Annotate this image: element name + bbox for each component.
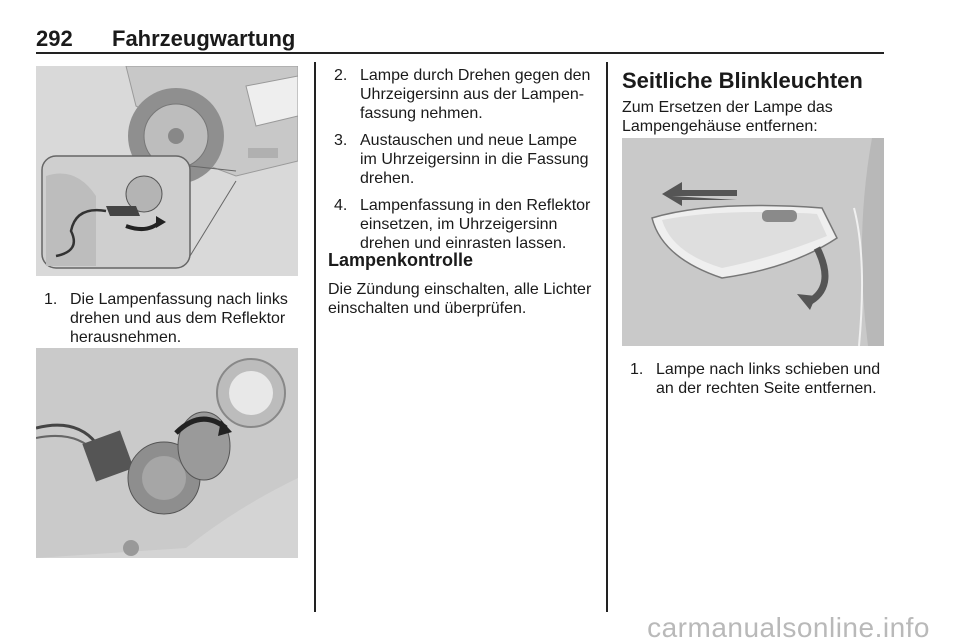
step-number: 3. bbox=[334, 132, 348, 149]
list-item bbox=[334, 66, 596, 123]
step-number: 1. bbox=[44, 291, 58, 308]
lamp-socket-illustration bbox=[36, 348, 298, 558]
header-divider bbox=[36, 52, 884, 54]
step-number: 1. bbox=[630, 361, 644, 378]
list-item bbox=[334, 196, 596, 253]
step-text: Die Lampenfassung nach links drehen und aus dem Reflektor herausnehmen. bbox=[70, 291, 288, 346]
rear-lamp-location-illustration bbox=[36, 66, 298, 276]
chapter-title: Fahrzeugwartung bbox=[112, 26, 296, 51]
step-text: Lampe nach links schieben und an der rechten Seite entfernen. bbox=[656, 361, 881, 397]
step-text: Austauschen und neue Lampe im Uhrzeigersinn in die Fassung drehen. bbox=[360, 132, 589, 187]
page-number: 292 bbox=[36, 26, 73, 51]
steps-middle bbox=[334, 66, 596, 261]
paragraph-lampenkontrolle: Die Zündung einschalten, alle Lichter einschalten und überprüfen. bbox=[328, 281, 592, 317]
intro-paragraph: Zum Ersetzen der Lampe das Lampengehäuse entfernen: bbox=[622, 99, 833, 135]
steps-right bbox=[630, 360, 884, 406]
column-divider-right bbox=[606, 62, 608, 612]
step-number: 4. bbox=[334, 197, 348, 214]
column-divider-left bbox=[314, 62, 316, 612]
section-heading: Seitliche Blinkleuchten bbox=[622, 68, 863, 93]
steps-left bbox=[44, 290, 296, 355]
list-item bbox=[334, 131, 596, 188]
watermark-text: carmanualsonline.info bbox=[647, 612, 930, 643]
list-item bbox=[630, 360, 884, 398]
step-text: Lampe durch Drehen gegen den Uhrzeigersinn aus der Lampen-fassung nehmen. bbox=[360, 67, 591, 122]
step-text: Lampenfassung in den Reflektor einsetzen, im Uhrzeigersinn drehen und einrasten lassen. bbox=[360, 197, 591, 252]
side-indicator-illustration bbox=[622, 138, 884, 346]
list-item bbox=[44, 290, 296, 347]
subheading-lampenkontrolle: Lampenkontrolle bbox=[328, 250, 474, 270]
step-number: 2. bbox=[334, 67, 348, 84]
